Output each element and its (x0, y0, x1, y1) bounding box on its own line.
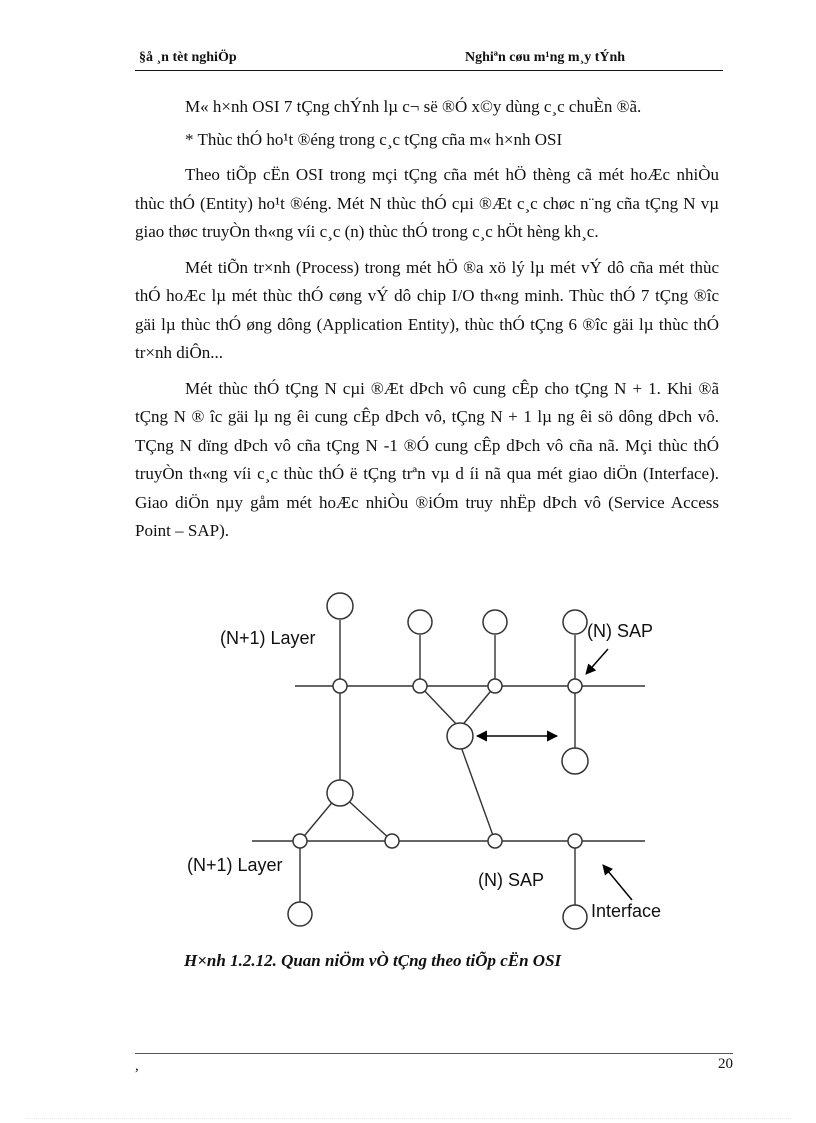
paragraph: M« h×nh OSI 7 tÇng chÝnh lµ c¬ së ®Ó x©y dùng c¸c chuÈn ®ã. (185, 97, 642, 116)
entity-node (327, 780, 353, 806)
header-right-text: Nghiªn cøu m¹ng m¸y tÝnh (465, 50, 626, 65)
sap-node (385, 834, 399, 848)
sap-node (488, 834, 502, 848)
footer-mark: , (135, 1058, 139, 1074)
entity-node (327, 593, 353, 619)
footer-divider (135, 1053, 733, 1054)
label-bottom-layer: (N+1) Layer (187, 855, 283, 875)
sap-pointer-arrow-icon (586, 649, 608, 674)
sap-node (488, 679, 502, 693)
sap-node (568, 834, 582, 848)
entity-node (447, 723, 473, 749)
paragraph: * Thùc thÓ ho¹t ®éng trong c¸c tÇng cña m« h×nh OSI (185, 129, 563, 149)
entity-node (562, 748, 588, 774)
sap-node (413, 679, 427, 693)
page-header (135, 50, 723, 71)
paragraph: Mét tiÕn tr×nh (Process) trong mét hÖ ®a xö lý lµ mét vÝ dô cña mét thùc thÓ hoÆc lµ mét thùc thÓ cøng vÝ dô chip I/O th«ng minh. Thùc thÓ 7 tÇng ®îc gäi lµ thùc thÓ øng dông (Application Entity), thùc thÓ tÇng 6 ®îc gäi lµ thùc thÓ tr×nh diÔn... (135, 257, 719, 362)
page-bottom-border (25, 1118, 791, 1119)
sap-node (293, 834, 307, 848)
paragraph: Theo tiÕp cËn OSI trong mçi tÇng cña mét hÖ thèng cã mét hoÆc nhiÒu thùc thÓ (Entity) ho¹t ®éng. Mét N thùc thÓ cµi ®Æt c¸c chøc n¨ng cña tÇng N vµ giao thøc truyÒn th«ng víi c¸c (n) thùc thÓ trong c¸c hÖt hèng kh¸c. (135, 165, 719, 241)
sap-node (568, 679, 582, 693)
label-top-sap: (N) SAP (587, 621, 654, 641)
entity-node (483, 610, 507, 634)
page-number: 20 (718, 1056, 733, 1072)
entity-node (563, 905, 587, 929)
entity-node (563, 610, 587, 634)
body-text (135, 93, 719, 553)
header-left-text: §å ¸n tèt nghiÖp (139, 50, 237, 65)
label-bottom-sap: (N) SAP (478, 870, 545, 890)
paragraph: Mét thùc thÓ tÇng N cµi ®Æt dÞch vô cung cÊp cho tÇng N + 1. Khi ®ã tÇng N ® îc gäi lµ ng êi cung cÊp dÞch vô, tÇng N + 1 lµ ng êi sö dông dÞch vô. TÇng N dïng dÞch vô cña tÇng N -1 ®Ó cung cÊp dÞch vô cña nã. Mçi thùc thÓ truyÒn th«ng víi c¸c thùc thÓ ë tÇng trªn vµ d íi nã qua mét giao diÖn (Interface). Giao diÖn nµy gåm mét hoÆc nhiÒu ®iÓm truy nhËp dÞch vô (Service Access Point – SAP). (135, 378, 719, 540)
entity-node (288, 902, 312, 926)
entity-node (408, 610, 432, 634)
figure-caption: H×nh 1.2.12. Quan niÖm vÒ tÇng theo tiÕp cËn OSI (184, 951, 562, 970)
osi-layer-figure (180, 585, 680, 940)
label-interface: Interface (591, 901, 662, 921)
sap-node (333, 679, 347, 693)
interface-pointer-arrow-icon (603, 865, 632, 900)
label-top-layer: (N+1) Layer (220, 628, 316, 648)
